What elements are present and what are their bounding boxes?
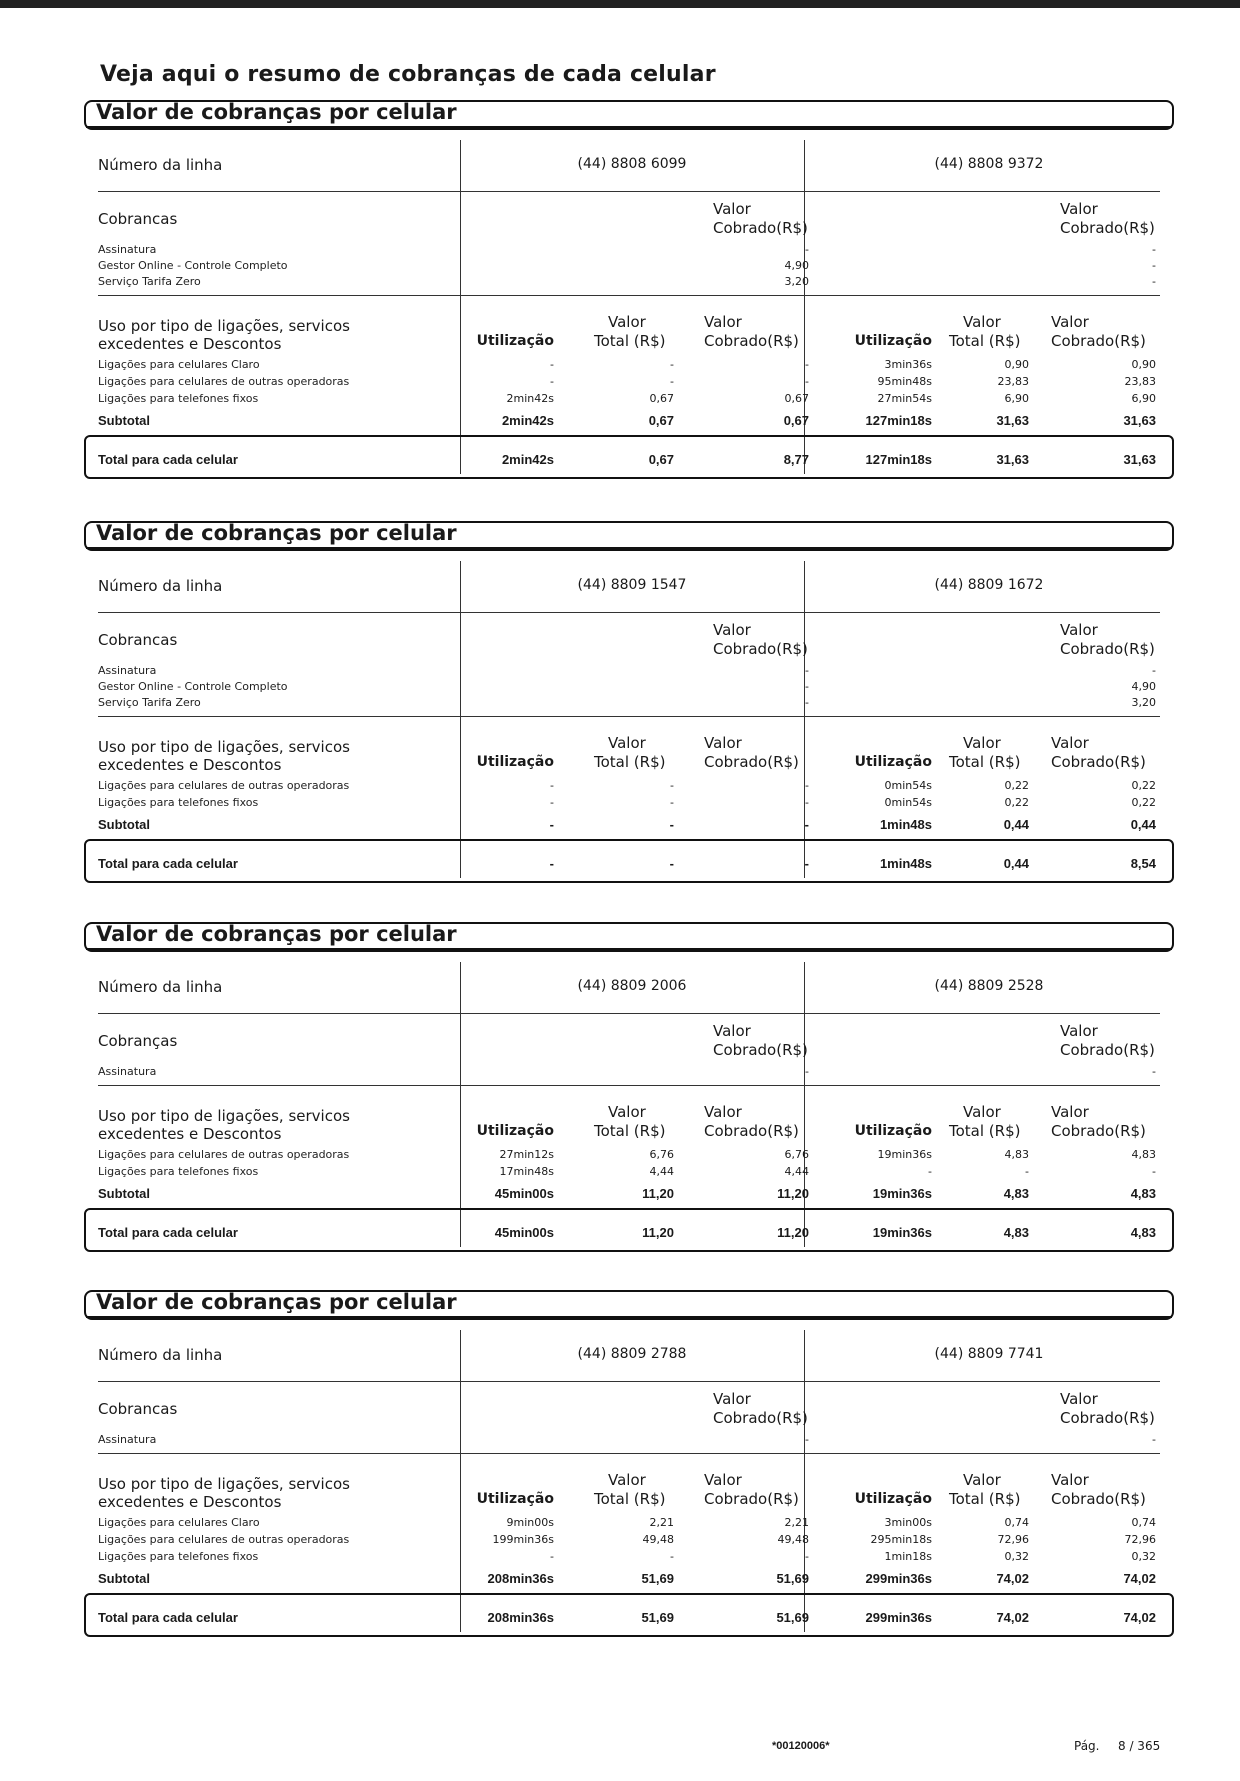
charge-value-a: - (805, 680, 809, 693)
valor-total-header-b (949, 734, 1029, 772)
usage-label: Ligações para celulares de outras operadoras (98, 1533, 350, 1546)
utilizacao-header-a: Utilização (476, 754, 554, 770)
usage-valor-total-a: 0,67 (649, 392, 674, 405)
uso-label-1: Uso por tipo de ligações, servicos (98, 1475, 350, 1493)
total-celular-label: Total para cada celular (98, 452, 238, 467)
valor-label: Valor (608, 1103, 646, 1121)
usage-utilizacao-b: 95min48s (877, 375, 932, 388)
valor-cobrado-header-b (1060, 1022, 1156, 1060)
usage-valor-cobrado-a: 0,67 (784, 392, 809, 405)
charge-value-b: - (1152, 275, 1156, 288)
charge-value-b: - (1152, 243, 1156, 256)
usage-utilizacao-a: 199min36s (492, 1533, 554, 1546)
uso-label-2: excedentes e Descontos (98, 1125, 282, 1143)
valor-label: Valor (713, 1022, 751, 1040)
valor-total-header-a (594, 1471, 674, 1509)
charge-value-a: 4,90 (784, 259, 809, 272)
valor-label: Valor (1051, 1471, 1089, 1489)
valor-total-header-b (949, 313, 1029, 351)
total-celular-label: Total para cada celular (98, 856, 238, 871)
valor-total-header-a (594, 734, 674, 772)
valor-label: Valor (704, 1103, 742, 1121)
line-header-rule (98, 1013, 1160, 1014)
total-rs-label: Total (R$) (594, 1122, 666, 1140)
cobrancas-label: Cobrancas (98, 631, 178, 649)
valor-cobrado-usage-header-a (704, 1471, 809, 1509)
usage-utilizacao-b: 3min00s (884, 1516, 932, 1529)
total-utilizacao-b: 299min36s (865, 1610, 932, 1625)
usage-utilizacao-a: 9min00s (506, 1516, 554, 1529)
valor-label: Valor (1051, 734, 1089, 752)
page-title: Veja aqui o resumo de cobranças de cada celular (100, 62, 716, 87)
subtotal-valor-total-b: 0,44 (1003, 817, 1029, 832)
usage-utilizacao-a: - (550, 796, 554, 809)
usage-valor-total-b: - (1025, 1165, 1029, 1178)
section-header (84, 100, 1174, 130)
subtotal-utilizacao-a: 208min36s (487, 1571, 554, 1586)
charge-label: Serviço Tarifa Zero (98, 275, 201, 288)
usage-valor-cobrado-a: 2,21 (784, 1516, 809, 1529)
valor-cobrado-header-a (713, 621, 809, 659)
valor-cobrado-header-b (1060, 1390, 1156, 1428)
usage-valor-cobrado-a: 49,48 (777, 1533, 809, 1546)
charge-value-a: - (805, 243, 809, 256)
usage-valor-cobrado-b: 0,90 (1131, 358, 1156, 371)
usage-valor-cobrado-b: 0,32 (1131, 1550, 1156, 1563)
charge-label: Gestor Online - Controle Completo (98, 680, 288, 693)
usage-valor-cobrado-b: 72,96 (1124, 1533, 1156, 1546)
total-valor-total-b: 74,02 (996, 1610, 1029, 1625)
usage-valor-cobrado-a: - (805, 1550, 809, 1563)
charges-rule (98, 1085, 1160, 1086)
valor-cobrado-header-a (713, 1390, 809, 1428)
usage-utilizacao-b: 27min54s (877, 392, 932, 405)
utilizacao-header-b: Utilização (854, 754, 932, 770)
total-utilizacao-a: - (549, 856, 554, 871)
valor-cobrado-usage-header-b (1051, 734, 1156, 772)
valor-label: Valor (608, 734, 646, 752)
numero-linha-label: Número da linha (98, 577, 223, 595)
section-header (84, 521, 1174, 551)
total-rs-label: Total (R$) (949, 332, 1021, 350)
charge-value-a: - (805, 664, 809, 677)
subtotal-valor-cobrado-b: 74,02 (1123, 1571, 1156, 1586)
total-valor-cobrado-b: 31,63 (1123, 452, 1156, 467)
section-title-underline (86, 948, 1172, 950)
valor-label: Valor (963, 1471, 1001, 1489)
total-rs-label: Total (R$) (949, 753, 1021, 771)
cobrado-label: Cobrado(R$) (713, 1409, 808, 1427)
subtotal-valor-cobrado-b: 4,83 (1130, 1186, 1156, 1201)
column-divider (460, 962, 461, 1247)
usage-valor-total-b: 23,83 (997, 375, 1029, 388)
subtotal-valor-cobrado-a: 0,67 (783, 413, 809, 428)
section-title: Valor de cobranças por celular (96, 922, 457, 946)
total-valor-total-b: 31,63 (996, 452, 1029, 467)
valor-label: Valor (608, 313, 646, 331)
line-number-b: (44) 8809 7741 (934, 1346, 1044, 1362)
subtotal-valor-cobrado-b: 31,63 (1123, 413, 1156, 428)
charges-section (84, 521, 1174, 921)
section-header (84, 922, 1174, 952)
usage-valor-total-a: - (670, 779, 674, 792)
charge-label: Assinatura (98, 1065, 157, 1078)
subtotal-valor-cobrado-a: 11,20 (777, 1186, 809, 1201)
usage-valor-total-b: 72,96 (997, 1533, 1029, 1546)
charge-value-b: - (1152, 1433, 1156, 1446)
usage-utilizacao-b: 1min18s (884, 1550, 932, 1563)
valor-cobrado-header-b (1060, 621, 1156, 659)
total-valor-cobrado-a: - (804, 856, 809, 871)
usage-label: Ligações para telefones fixos (98, 1165, 259, 1178)
valor-label: Valor (1060, 200, 1098, 218)
total-valor-cobrado-b: 74,02 (1123, 1610, 1156, 1625)
valor-cobrado-usage-header-b (1051, 1103, 1156, 1141)
subtotal-utilizacao-b: 127min18s (865, 413, 932, 428)
usage-valor-cobrado-a: - (805, 358, 809, 371)
valor-label: Valor (713, 200, 751, 218)
usage-label: Ligações para celulares de outras operadoras (98, 1148, 350, 1161)
charges-rule (98, 1453, 1160, 1454)
cobrancas-label: Cobrancas (98, 210, 178, 228)
cobrado-label: Cobrado(R$) (1051, 1122, 1146, 1140)
cobrado-label: Cobrado(R$) (713, 1041, 808, 1059)
uso-label-1: Uso por tipo de ligações, servicos (98, 738, 350, 756)
charge-label: Assinatura (98, 243, 157, 256)
total-utilizacao-b: 19min36s (872, 1225, 932, 1240)
line-header-rule (98, 1381, 1160, 1382)
charge-value-b: - (1152, 259, 1156, 272)
charges-rule (98, 295, 1160, 296)
total-rs-label: Total (R$) (949, 1122, 1021, 1140)
usage-valor-cobrado-b: 0,22 (1131, 779, 1156, 792)
line-number-b: (44) 8808 9372 (934, 156, 1044, 172)
valor-label: Valor (1060, 1022, 1098, 1040)
usage-utilizacao-a: - (550, 1550, 554, 1563)
column-divider (460, 1330, 461, 1632)
usage-valor-total-a: 49,48 (642, 1533, 674, 1546)
subtotal-valor-cobrado-a: 51,69 (776, 1571, 809, 1586)
numero-linha-label: Número da linha (98, 978, 223, 996)
valor-label: Valor (704, 1471, 742, 1489)
valor-cobrado-usage-header-a (704, 1103, 809, 1141)
subtotal-utilizacao-b: 19min36s (872, 1186, 932, 1201)
valor-total-header-a (594, 1103, 674, 1141)
usage-valor-cobrado-b: 4,83 (1131, 1148, 1156, 1161)
usage-valor-total-b: 0,22 (1004, 796, 1029, 809)
subtotal-valor-total-a: 51,69 (641, 1571, 674, 1586)
usage-valor-total-b: 0,74 (1004, 1516, 1029, 1529)
usage-utilizacao-b: 0min54s (884, 779, 932, 792)
subtotal-valor-total-b: 74,02 (996, 1571, 1029, 1586)
line-number-a: (44) 8809 2788 (577, 1346, 687, 1362)
usage-valor-total-b: 4,83 (1004, 1148, 1029, 1161)
line-number-b: (44) 8809 2528 (934, 978, 1044, 994)
subtotal-valor-total-a: 0,67 (648, 413, 674, 428)
usage-valor-cobrado-b: 0,22 (1131, 796, 1156, 809)
charge-label: Gestor Online - Controle Completo (98, 259, 288, 272)
valor-label: Valor (713, 621, 751, 639)
subtotal-valor-cobrado-b: 0,44 (1130, 817, 1156, 832)
charge-value-b: 4,90 (1131, 680, 1156, 693)
scan-top-border (0, 0, 1240, 8)
charge-value-a: 3,20 (784, 275, 809, 288)
valor-cobrado-header-b (1060, 200, 1156, 238)
subtotal-valor-total-b: 31,63 (996, 413, 1029, 428)
usage-valor-total-a: 2,21 (649, 1516, 674, 1529)
line-number-a: (44) 8808 6099 (577, 156, 687, 172)
total-rs-label: Total (R$) (594, 753, 666, 771)
usage-valor-total-a: - (670, 796, 674, 809)
usage-utilizacao-b: 295min18s (870, 1533, 932, 1546)
cobrado-label: Cobrado(R$) (1060, 1041, 1155, 1059)
usage-valor-total-a: 4,44 (649, 1165, 674, 1178)
section-title-underline (86, 126, 1172, 128)
cobrado-label: Cobrado(R$) (704, 1122, 799, 1140)
usage-label: Ligações para telefones fixos (98, 796, 259, 809)
total-rs-label: Total (R$) (594, 332, 666, 350)
usage-valor-total-b: 0,32 (1004, 1550, 1029, 1563)
document-code: *00120006* (772, 1740, 830, 1752)
page-number: 8 / 365 (1118, 1739, 1161, 1753)
charge-value-b: 3,20 (1131, 696, 1156, 709)
line-header-rule (98, 191, 1160, 192)
charges-rule (98, 716, 1160, 717)
subtotal-utilizacao-b: 1min48s (879, 817, 932, 832)
section-title: Valor de cobranças por celular (96, 100, 457, 124)
valor-cobrado-header-a (713, 200, 809, 238)
charge-value-a: - (805, 696, 809, 709)
page-label: Pág. (1074, 1739, 1100, 1753)
usage-valor-cobrado-b: 23,83 (1124, 375, 1156, 388)
usage-utilizacao-a: 27min12s (499, 1148, 554, 1161)
cobrado-label: Cobrado(R$) (704, 1490, 799, 1508)
uso-label-1: Uso por tipo de ligações, servicos (98, 1107, 350, 1125)
subtotal-utilizacao-a: 2min42s (501, 413, 554, 428)
usage-label: Ligações para celulares Claro (98, 1516, 260, 1529)
usage-valor-cobrado-a: - (805, 779, 809, 792)
usage-valor-total-a: 6,76 (649, 1148, 674, 1161)
usage-utilizacao-a: - (550, 779, 554, 792)
charges-section (84, 1290, 1174, 1690)
numero-linha-label: Número da linha (98, 156, 223, 174)
total-rs-label: Total (R$) (949, 1490, 1021, 1508)
total-valor-total-a: 0,67 (648, 452, 674, 467)
total-valor-cobrado-a: 8,77 (783, 452, 809, 467)
subtotal-valor-cobrado-a: - (804, 817, 809, 832)
charge-value-b: - (1152, 664, 1156, 677)
total-celular-label: Total para cada celular (98, 1610, 238, 1625)
charge-label: Serviço Tarifa Zero (98, 696, 201, 709)
charge-value-a: - (805, 1433, 809, 1446)
line-header-rule (98, 612, 1160, 613)
section-title-underline (86, 1316, 1172, 1318)
uso-label-2: excedentes e Descontos (98, 335, 282, 353)
line-number-b: (44) 8809 1672 (934, 577, 1044, 593)
cobrado-label: Cobrado(R$) (704, 332, 799, 350)
usage-utilizacao-b: 0min54s (884, 796, 932, 809)
total-valor-total-b: 4,83 (1003, 1225, 1029, 1240)
cobrado-label: Cobrado(R$) (1060, 1409, 1155, 1427)
section-header (84, 1290, 1174, 1320)
usage-valor-total-a: - (670, 358, 674, 371)
cobrancas-label: Cobranças (98, 1032, 178, 1050)
usage-label: Ligações para telefones fixos (98, 392, 259, 405)
valor-label: Valor (608, 1471, 646, 1489)
usage-valor-cobrado-a: - (805, 375, 809, 388)
total-valor-cobrado-a: 51,69 (776, 1610, 809, 1625)
subtotal-label: Subtotal (98, 817, 150, 832)
subtotal-utilizacao-a: - (549, 817, 554, 832)
usage-valor-cobrado-a: 6,76 (784, 1148, 809, 1161)
valor-label: Valor (713, 1390, 751, 1408)
usage-valor-cobrado-b: 6,90 (1131, 392, 1156, 405)
valor-total-header-a (594, 313, 674, 351)
total-valor-cobrado-b: 8,54 (1130, 856, 1156, 871)
usage-utilizacao-a: 2min42s (506, 392, 554, 405)
valor-label: Valor (1051, 1103, 1089, 1121)
valor-cobrado-header-a (713, 1022, 809, 1060)
valor-label: Valor (704, 313, 742, 331)
uso-label-1: Uso por tipo de ligações, servicos (98, 317, 350, 335)
valor-label: Valor (1060, 1390, 1098, 1408)
subtotal-valor-total-a: - (669, 817, 674, 832)
valor-label: Valor (1060, 621, 1098, 639)
utilizacao-header-b: Utilização (854, 333, 932, 349)
line-number-a: (44) 8809 1547 (577, 577, 687, 593)
valor-total-header-b (949, 1471, 1029, 1509)
utilizacao-header-b: Utilização (854, 1123, 932, 1139)
usage-valor-cobrado-a: - (805, 796, 809, 809)
uso-label-2: excedentes e Descontos (98, 1493, 282, 1511)
cobrado-label: Cobrado(R$) (1051, 753, 1146, 771)
charge-label: Assinatura (98, 664, 157, 677)
total-utilizacao-a: 2min42s (501, 452, 554, 467)
subtotal-label: Subtotal (98, 1571, 150, 1586)
total-valor-cobrado-b: 4,83 (1130, 1225, 1156, 1240)
uso-label-2: excedentes e Descontos (98, 756, 282, 774)
usage-label: Ligações para celulares de outras operadoras (98, 375, 350, 388)
cobrado-label: Cobrado(R$) (713, 219, 808, 237)
valor-cobrado-usage-header-a (704, 313, 809, 351)
usage-valor-cobrado-a: 4,44 (784, 1165, 809, 1178)
charges-section (84, 922, 1174, 1322)
total-valor-total-a: 11,20 (642, 1225, 674, 1240)
section-title-underline (86, 547, 1172, 549)
utilizacao-header-a: Utilização (476, 1123, 554, 1139)
total-utilizacao-a: 45min00s (494, 1225, 554, 1240)
usage-utilizacao-b: 3min36s (884, 358, 932, 371)
cobrado-label: Cobrado(R$) (1060, 219, 1155, 237)
valor-label: Valor (963, 313, 1001, 331)
utilizacao-header-b: Utilização (854, 1491, 932, 1507)
cobrado-label: Cobrado(R$) (1060, 640, 1155, 658)
charge-value-b: - (1152, 1065, 1156, 1078)
line-number-a: (44) 8809 2006 (577, 978, 687, 994)
subtotal-valor-total-a: 11,20 (642, 1186, 674, 1201)
subtotal-utilizacao-b: 299min36s (865, 1571, 932, 1586)
valor-cobrado-usage-header-a (704, 734, 809, 772)
usage-utilizacao-b: 19min36s (877, 1148, 932, 1161)
cobrancas-label: Cobrancas (98, 1400, 178, 1418)
total-valor-cobrado-a: 11,20 (777, 1225, 809, 1240)
cobrado-label: Cobrado(R$) (704, 753, 799, 771)
total-celular-label: Total para cada celular (98, 1225, 238, 1240)
total-utilizacao-b: 1min48s (879, 856, 932, 871)
usage-utilizacao-a: 17min48s (499, 1165, 554, 1178)
charge-value-a: - (805, 1065, 809, 1078)
utilizacao-header-a: Utilização (476, 333, 554, 349)
total-rs-label: Total (R$) (594, 1490, 666, 1508)
section-title: Valor de cobranças por celular (96, 521, 457, 545)
valor-cobrado-usage-header-b (1051, 1471, 1156, 1509)
valor-total-header-b (949, 1103, 1029, 1141)
cobrado-label: Cobrado(R$) (1051, 1490, 1146, 1508)
subtotal-label: Subtotal (98, 413, 150, 428)
usage-valor-total-b: 0,22 (1004, 779, 1029, 792)
total-valor-total-b: 0,44 (1003, 856, 1029, 871)
section-title: Valor de cobranças por celular (96, 1290, 457, 1314)
usage-valor-cobrado-b: 0,74 (1131, 1516, 1156, 1529)
charges-section (84, 100, 1174, 500)
usage-utilizacao-b: - (928, 1165, 932, 1178)
subtotal-valor-total-b: 4,83 (1003, 1186, 1029, 1201)
numero-linha-label: Número da linha (98, 1346, 223, 1364)
usage-label: Ligações para telefones fixos (98, 1550, 259, 1563)
valor-label: Valor (1051, 313, 1089, 331)
valor-label: Valor (704, 734, 742, 752)
total-utilizacao-a: 208min36s (487, 1610, 554, 1625)
usage-valor-total-b: 0,90 (1004, 358, 1029, 371)
total-valor-total-a: 51,69 (641, 1610, 674, 1625)
valor-cobrado-usage-header-b (1051, 313, 1156, 351)
valor-label: Valor (963, 734, 1001, 752)
usage-utilizacao-a: - (550, 375, 554, 388)
usage-label: Ligações para celulares de outras operadoras (98, 779, 350, 792)
usage-valor-cobrado-b: - (1152, 1165, 1156, 1178)
usage-utilizacao-a: - (550, 358, 554, 371)
usage-label: Ligações para celulares Claro (98, 358, 260, 371)
usage-valor-total-a: - (670, 375, 674, 388)
utilizacao-header-a: Utilização (476, 1491, 554, 1507)
usage-valor-total-b: 6,90 (1004, 392, 1029, 405)
total-utilizacao-b: 127min18s (865, 452, 932, 467)
cobrado-label: Cobrado(R$) (713, 640, 808, 658)
usage-valor-total-a: - (670, 1550, 674, 1563)
subtotal-label: Subtotal (98, 1186, 150, 1201)
charge-label: Assinatura (98, 1433, 157, 1446)
subtotal-utilizacao-a: 45min00s (494, 1186, 554, 1201)
valor-label: Valor (963, 1103, 1001, 1121)
cobrado-label: Cobrado(R$) (1051, 332, 1146, 350)
total-valor-total-a: - (669, 856, 674, 871)
